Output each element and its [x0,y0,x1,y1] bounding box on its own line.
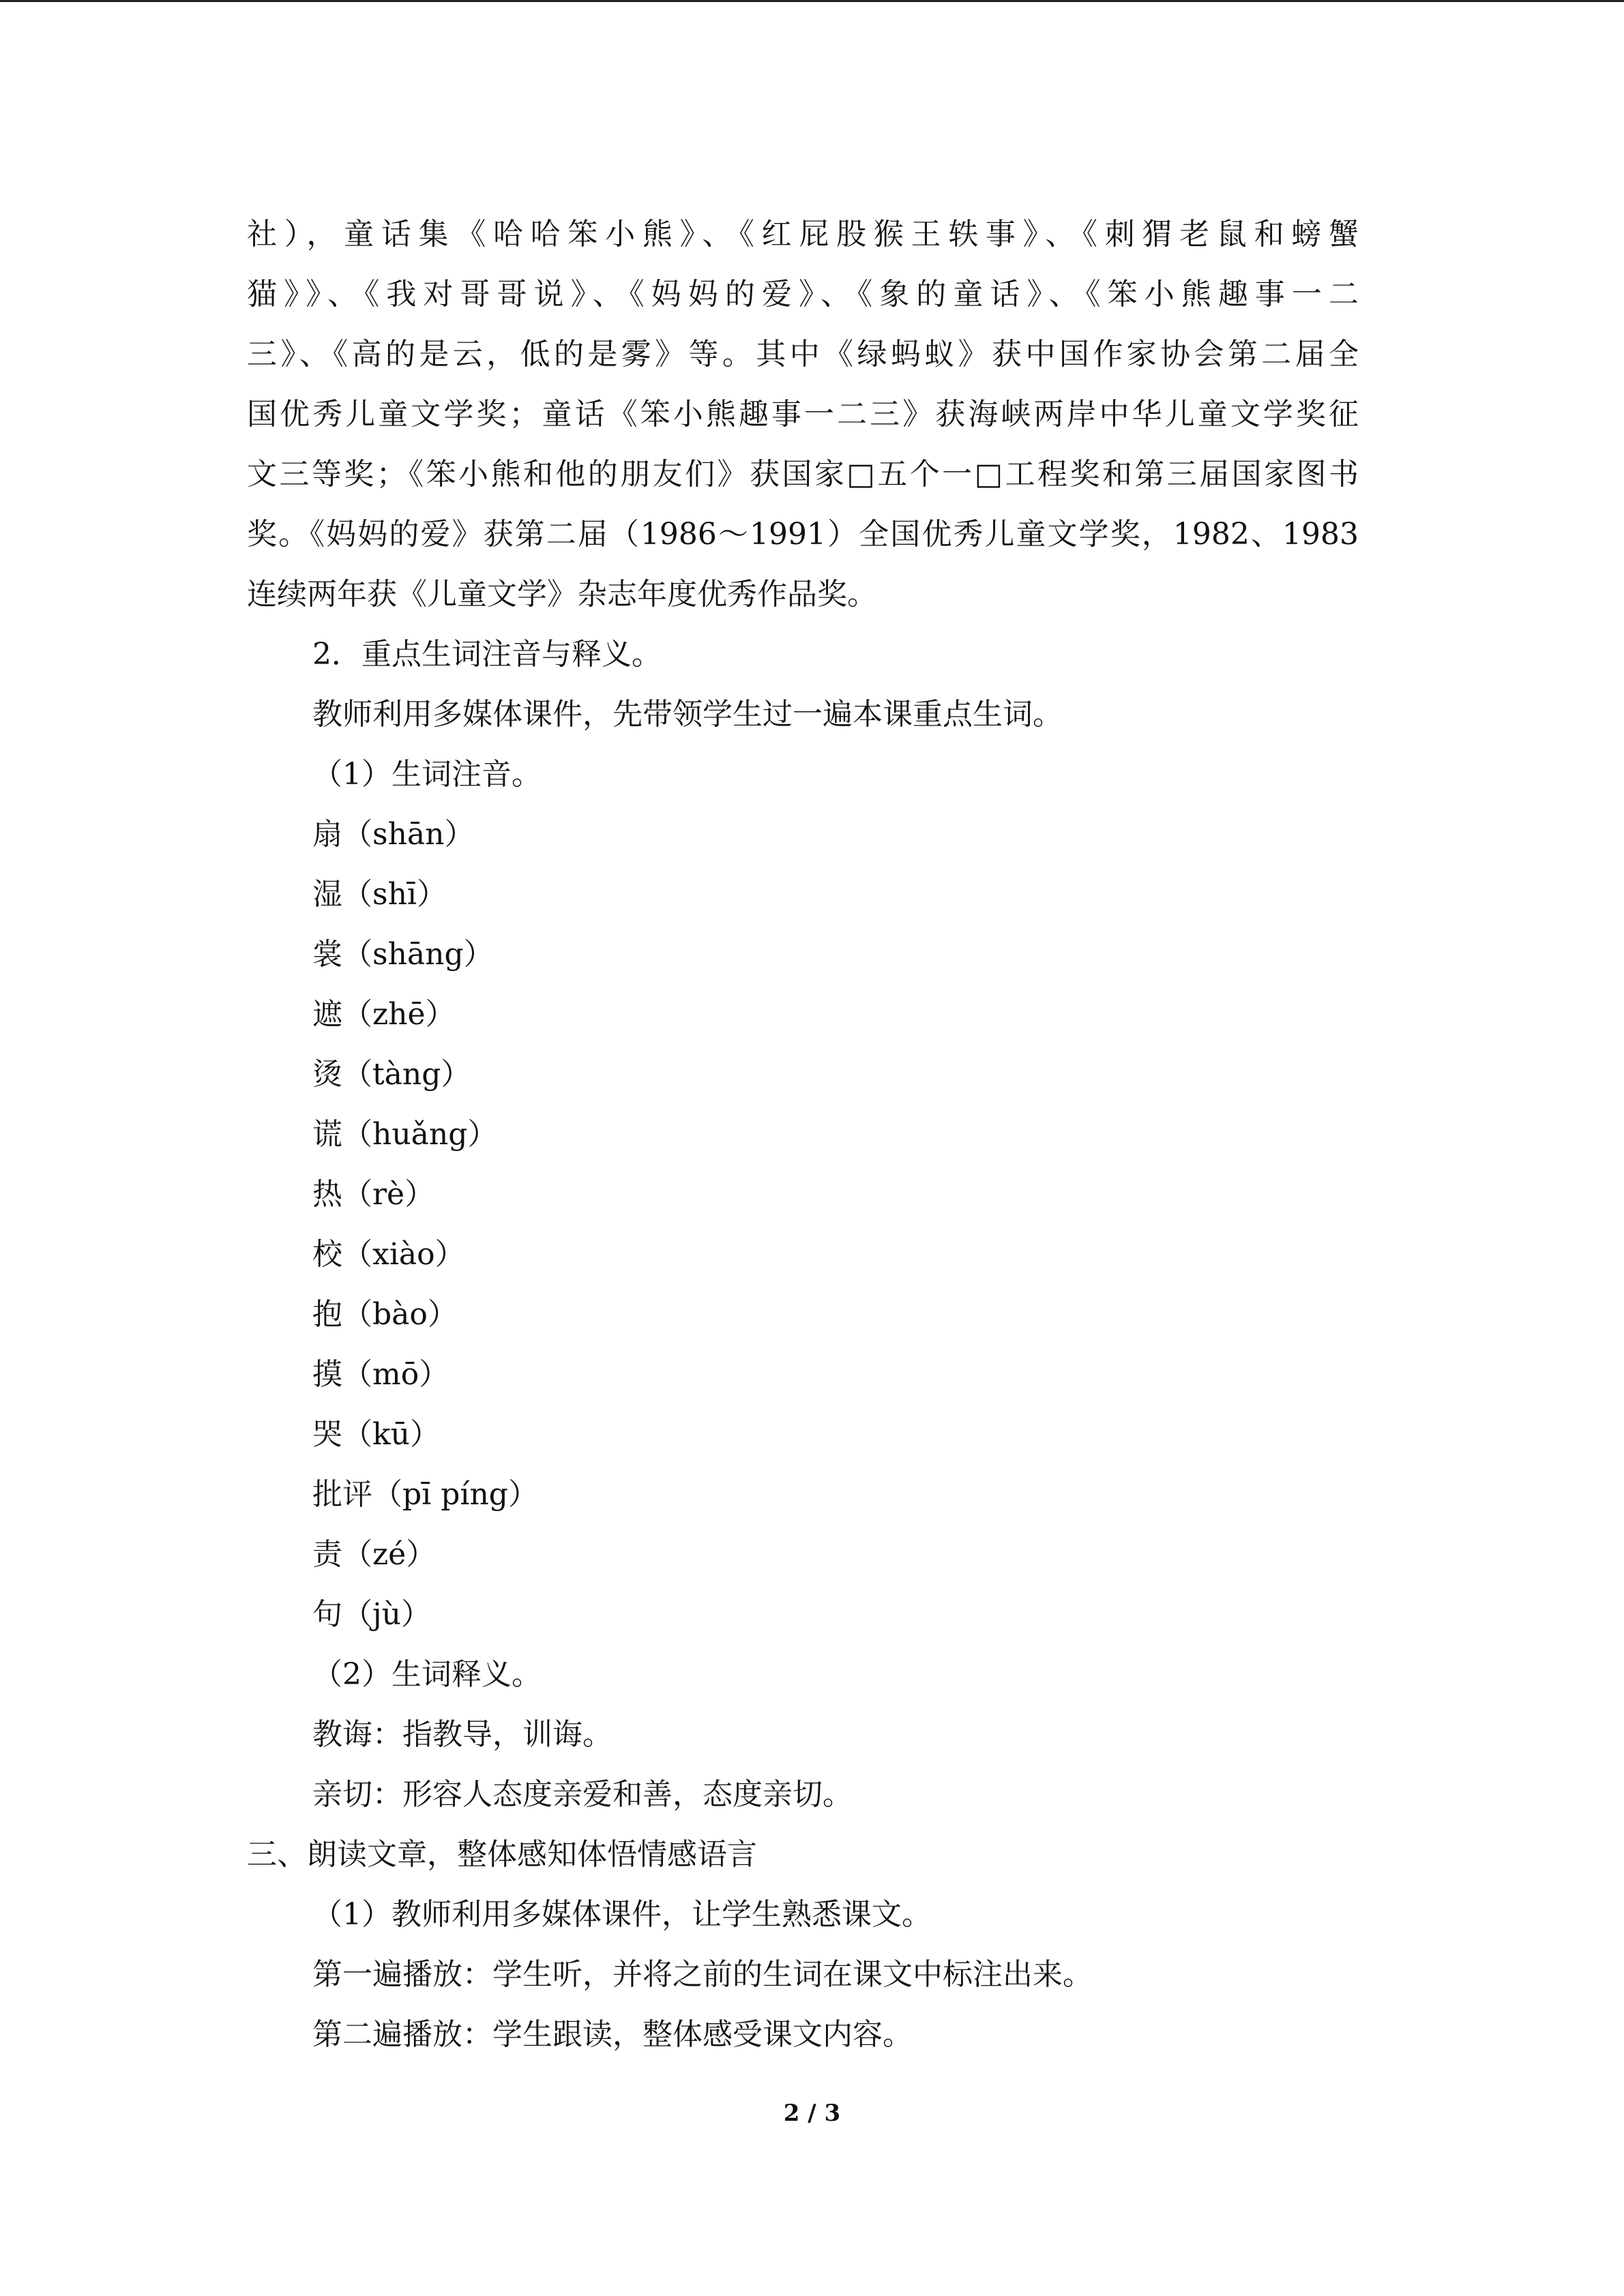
page-number: 2 / 3 [783,2100,841,2127]
section-step: （1）教师利用多媒体课件，让学生熟悉课文。 [312,1897,932,1932]
paragraph-line: 奖。《妈妈的爱》获第二届（1986～1991）全国优秀儿童文学奖，1982、1983 [247,517,1359,552]
pinyin-item: 烫（tàng） [312,1057,471,1092]
pinyin-item: 责（zé） [312,1537,437,1572]
pinyin-item: 抱（bào） [312,1297,458,1332]
pinyin-item: 哭（kū） [312,1417,440,1452]
paragraph-line: 文三等奖；《笨小熊和他的朋友们》获国家□五个一□工程奖和第三届国家图书 [247,457,1359,492]
paragraph-line: 国优秀儿童文学奖；童话《笨小熊趣事一二三》获海峡两岸中华儿童文学奖征 [247,397,1359,432]
paragraph-line: 连续两年获《儿童文学》杂志年度优秀作品奖。 [247,577,877,612]
pinyin-item: 批评（pī píng） [312,1477,538,1512]
subsection-title: （2）生词释义。 [312,1657,542,1692]
pinyin-item: 句（jù） [312,1597,431,1632]
pinyin-item: 热（rè） [312,1177,435,1212]
pinyin-item: 摸（mō） [312,1357,449,1392]
definition-item: 亲切：形容人态度亲爱和善，态度亲切。 [312,1777,853,1812]
paragraph-line: 三》、《高的是云，低的是雾》等。其中《绿蚂蚁》获中国作家协会第二届全 [247,337,1359,372]
pinyin-item: 扇（shān） [312,817,475,852]
pinyin-item: 遮（zhē） [312,997,456,1032]
pinyin-item: 谎（huǎng） [312,1117,498,1152]
section-heading: 2．重点生词注音与释义。 [312,637,662,672]
definition-item: 教诲：指教导，训诲。 [312,1717,612,1752]
pinyin-item: 校（xiào） [312,1237,465,1272]
paragraph-line: 社），童话集《哈哈笨小熊》、《红屁股猴王轶事》、《刺猬老鼠和螃蟹 [247,217,1359,252]
paragraph-line: 猫》》、《我对哥哥说》、《妈妈的爱》、《象的童话》、《笨小熊趣事一二 [247,277,1359,312]
subsection-title: （1）生词注音。 [312,757,542,792]
playback-step: 第二遍播放：学生跟读，整体感受课文内容。 [312,2017,913,2052]
section-heading: 三、朗读文章，整体感知体悟情感语言 [247,1837,757,1872]
playback-step: 第一遍播放：学生听，并将之前的生词在课文中标注出来。 [312,1957,1093,1992]
section-intro: 教师利用多媒体课件，先带领学生过一遍本课重点生词。 [312,697,1063,732]
pinyin-item: 裳（shāng） [312,937,494,972]
top-border-rule [0,0,1624,2]
pinyin-item: 湿（shī） [312,877,447,912]
